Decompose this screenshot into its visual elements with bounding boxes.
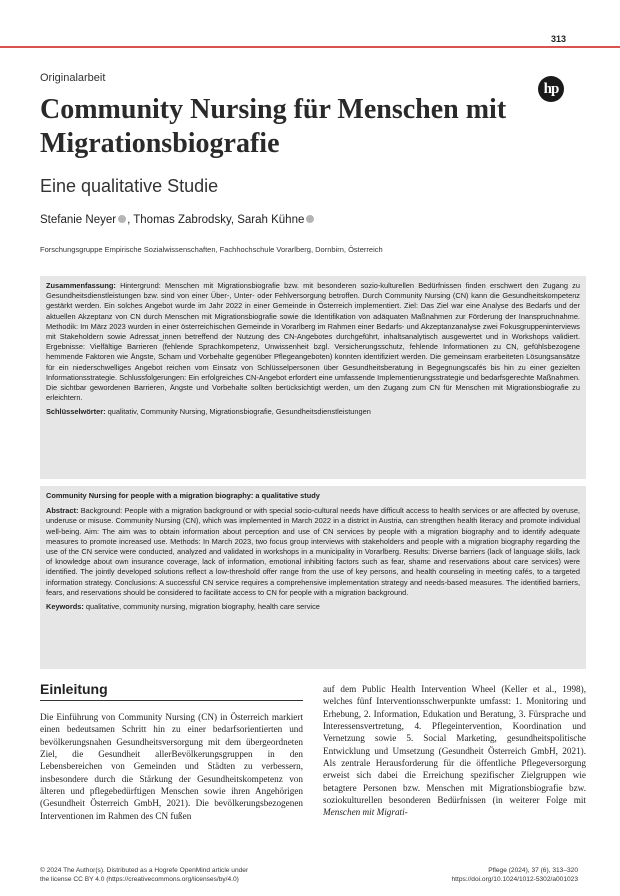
keywords-en-text: qualitative, community nursing, migration biography, health care service <box>85 602 320 612</box>
body-text: auf dem Public Health Intervention Wheel (Keller et al., 1998), welches fünf Interventionsschwerpunkte umfasst: 1. Monitoring und Erhebung, 2. Information, Edukation und Beratung, 3. Fürsprache und Interessensvertretung, 4. Pflegeintervention, Koordination und Vernetzung sowie 5. Social Marketing, gesundheitspolitische Entwicklung und Umsetzung (Gesundheit Österreich GmbH, 2021). Als zentrale Herausforderung für die öffentliche Pflegeversorgung erweist sich dabei die Erreichung spezifischer Zielgruppen wie betagtere Personen bzw. Menschen mit Migrationsbiografie bzw. soziokulturellen besonderen Bedürfnissen (in weiterer Folge mit <box>323 684 586 806</box>
orcid-icon[interactable] <box>306 215 314 223</box>
keywords-en-label: Keywords: <box>46 602 84 612</box>
author-list: Stefanie Neyer , Thomas Zabrodsky, Sarah Kühne <box>40 214 315 226</box>
abstract-de-box <box>40 276 586 479</box>
abstract-de <box>46 281 580 403</box>
author-name[interactable]: Stefanie Neyer <box>40 214 117 226</box>
abstract-en <box>46 506 580 598</box>
citation-footer <box>318 866 578 884</box>
license-footer <box>40 866 340 884</box>
keywords-de <box>46 407 580 417</box>
orcid-icon[interactable] <box>118 215 126 223</box>
affiliation: Forschungsgruppe Empirische Sozialwissenschaften, Fachhochschule Vorarlberg, Dornbirn, Österreich <box>40 245 383 254</box>
author-name[interactable]: Sarah Kühne <box>237 214 305 226</box>
body-column-left <box>40 680 303 822</box>
doi-link[interactable]: https://doi.org/10.1024/1012-5302/a001023 <box>451 876 578 883</box>
abstract-en-title: Community Nursing for people with a migration biography: a qualitative study <box>46 491 320 500</box>
keywords-de-label: Schlüsselwörter: <box>46 407 106 417</box>
citation-line: Pflege (2024), 37 (6), 313–320 <box>488 867 578 874</box>
article-type: Originalarbeit <box>40 72 106 84</box>
article-subtitle: Eine qualitative Studie <box>40 176 219 196</box>
author-name[interactable]: Thomas Zabrodsky <box>133 214 231 226</box>
body-paragraph <box>323 683 586 819</box>
article-title: Community Nursing für Menschen mit Migrationsbiografie <box>40 94 507 159</box>
section-heading: Einleitung <box>40 680 303 701</box>
abstract-en-label: Abstract: <box>46 506 79 516</box>
abstract-de-text: Hintergrund: Menschen mit Migrationsbiografie bzw. mit besonderen sozio-kulturellen Bedürfnissen finden erschwert den Zugang zu Gesundheitsdienstleistungen bzw. sind von einer Über-, Unter- oder Fehlversorgung betroffen. Durch Community Nursing (CN) kann die Gesundheitskompetenz gestärkt werden. Ein solches Angebot wurde im Jahr 2022 in einer Gemeinde in Österreich implementiert. Ziel: Das Ziel war eine Analyse des Bedarfs und der aktuellen Akzeptanz von CN durch Menschen mit Migrationsbiografie sowie die Identifikation von adäquaten Maßnahmen zur Förderung der Inanspruchnahme. Methodik: Im März 2023 wurden in einer österreichischen Gemeinde in Vorarlberg im Rahmen einer Bedarfs- und Akzeptanzanalyse zwei Fokusgruppeninterviews mit Stakeholdern sowie Adressat_innen betreffend der Nutzung des CN-Angebotes durchgeführt, inhaltsanalytisch ausgewertet und in Workshops validiert. Ergebnisse: Vielfältige Barrieren (fehlende Sprachkompetenz, Unwissenheit bzgl. Versicherungsschutz, fehlende Informationen zu CN, gefühlsbezogene hemmende Faktoren wie Ängste, Scham und Vorbehalte gegenüber Pflegeangeboten) konnten identifiziert werden. Die gemeinsam erarbeiteten Lösungsansätze für ein niederschwelliges Angebot reichen vom Einsatz von Schlüsselpersonen über Gesundheitsberatung in Begegnungscafés bis hin zu einer gezielten Informationsstrategie. Schlussfolgerungen: Ein erfolgreiches CN-Angebot erfordert eine umfassende Implementierungsstrategie und bedarfsgerechte Maßnahmen. Die sichtbar gewordenen Barrieren, Ängste und Vorbehalte sollten berücksichtigt werden, um den Zugang zum CN für Menschen mit Migrationsbiografie zu erleichtern. <box>46 281 580 403</box>
body-column-right <box>323 683 586 819</box>
body-emphasis: Menschen mit Migrati- <box>323 807 408 818</box>
abstract-en-text: Background: People with a migration background or with special socio-cultural needs have difficult access to health services or are affected by overuse, underuse or misuse. Community Nursing (CN), which was implemented in March 2022 in a district in Austria, can strengthen health literacy and promote individual well-being. Aim: The aim was to obtain information about perception and use of CN services by people with a migration biography and to identify adequate measures to promote increased use. Methods: In March 2023, two focus group interviews with stakeholders and people with a migration biography regarding the use of the CN service were conducted, analyzed and validated in workshops in a municipality in Vorarlberg. Results: Diverse barriers (lack of language skills, lack of knowledge about own insurance coverage, lack of information, emotional inhibiting factors such as fear, shame and reservations about care services) were identified. The jointly developed solutions reflect a low-threshold offer range from the use of key persons, and health counseling in meeting cafés, to a targeted information strategy. Conclusions: A successful CN service requires a comprehensive implementation strategy and needs-based measures. The identified barriers, fears, and reservations should be considered to facilitate access to CN for people with a migration background. <box>46 506 580 597</box>
keywords-en <box>46 602 580 612</box>
page-number: 313 <box>550 34 566 44</box>
license-link[interactable]: the license CC BY 4.0 (https://creativecommons.org/licenses/by/4.0) <box>40 876 239 883</box>
publisher-logo-icon: hp <box>538 76 564 102</box>
license-line: © 2024 The Author(s). Distributed as a Hogrefe OpenMind article under <box>40 867 249 874</box>
abstract-de-label: Zusammenfassung: <box>46 281 116 290</box>
keywords-de-text: qualitativ, Community Nursing, Migrationsbiografie, Gesundheitsdienstleistungen <box>107 407 371 417</box>
abstract-en-box <box>40 486 586 669</box>
body-paragraph: Die Einführung von Community Nursing (CN) in Österreich markiert einen bedeutsamen Schritt hin zu einer bedarfsorientierten und bevölkerungsnahen Gesundheitsversorgung mit dem übergeordneten Ziel, die Gesundheit allerBevölkerungsgruppen in den Lebensbereichen von Gemeinden und Städten zu verbessern, insbesondere durch die Stärkung der Gesundheitskompetenz von älteren und pflegebedürftigen Menschen sowie ihren Angehörigen (Gesundheit Österreich GmbH, 2021). Die bevölkerungsbezogenen Interventionen im Rahmen des CN fußen <box>40 712 303 821</box>
header-rule <box>0 46 620 48</box>
